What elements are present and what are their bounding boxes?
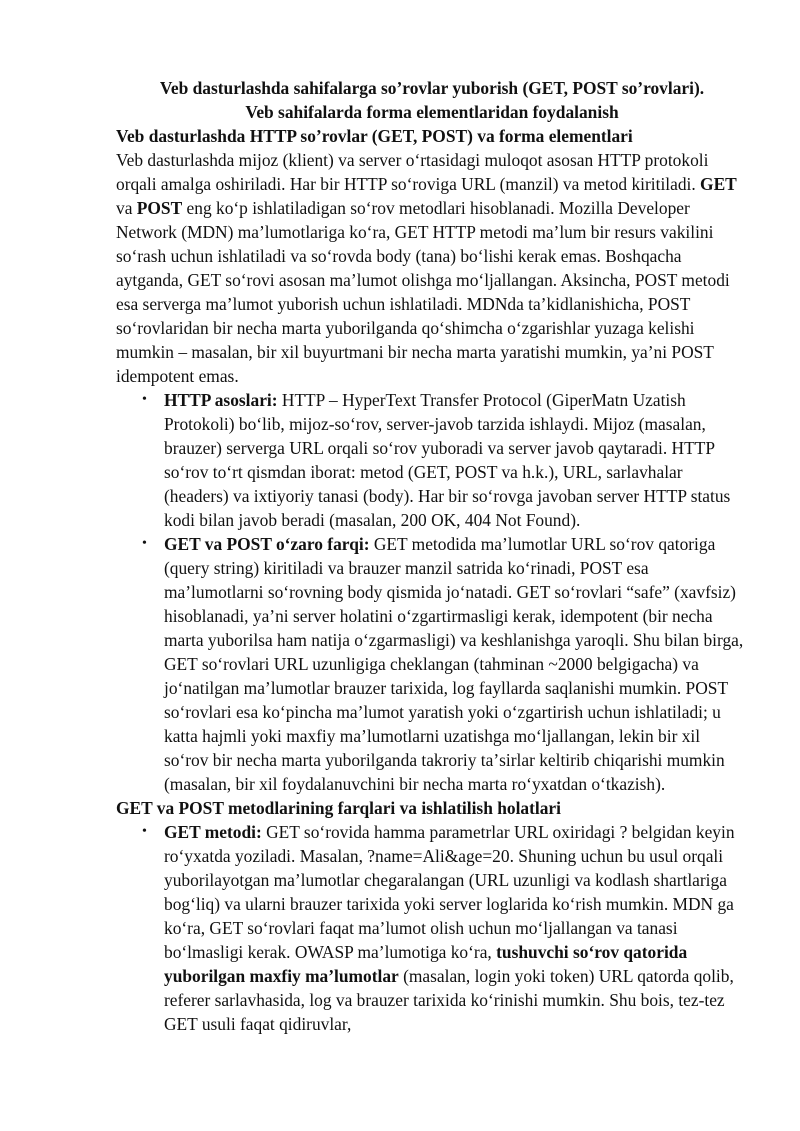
- list-item: [142, 532, 748, 796]
- bullet-marker: •: [142, 536, 147, 551]
- bullet-text: (masalan, login yoki token) URL qatorda qolib, referer sarlavhasida, log va brauzer tarixida koʻrinishi mumkin. Shu bois, tez-tez GET usuli faqat qidiruvlar,: [164, 966, 734, 1034]
- list-item: [142, 820, 748, 1036]
- intro-text-1: Veb dasturlashda mijoz (klient) va server oʻrtasidagi muloqot asosan HTTP protokoli orqali amalga oshiriladi. Har bir HTTP soʻroviga URL (manzil) va metod kiritiladi.: [116, 150, 709, 194]
- bullet-text: HTTP – HyperText Transfer Protocol (GiperMatn Uzatish Protokoli) boʻlib, mijoz-soʻrov, server-javob tarzida ishlaydi. Mijoz (masalan, brauzer) serverga URL orqali soʻrov yuboradi va server javob qaytaradi. HTTP soʻrov toʻrt qismdan iborat: metod (GET, POST va h.k.), URL, sarlavhalar (headers) va ixtiyoriy tanasi (body). Har bir soʻrovga javoban server HTTP status kodi bilan javob beradi (masalan, 200 OK, 404 Not Found).: [164, 390, 731, 530]
- document-page: [116, 76, 748, 1036]
- bullet-bold-phrase: tushuvchi soʻrov qatorida yuborilgan maxfiy maʼlumotlar: [164, 942, 688, 986]
- bullet-text: GET metodida maʼlumotlar URL soʻrov qatoriga (query string) kiritiladi va brauzer manzil satrida koʻrinadi, POST esa maʼlumotlarni soʻrovning body qismida joʻnatadi. GET soʻrovlari “safe” (xavfsiz) hisoblanadi, yaʼni server holatini oʻzgartirmasligi kerak, idempotent (bir necha marta yuborilsa ham natija oʻzgarmasligi) va keshlanishga yaroqli. Shu bilan birga, GET soʻrovlari URL uzunligiga cheklangan (tahminan ~2000 belgigacha) va joʻnatilgan maʼlumotlar brauzer tarixida, log fayllarda saqlanishi mumkin. POST soʻrovlari esa koʻpincha maʼlumot yaratish yoki oʻzgartirish uchun ishlatiladi; u katta hajmli yoki maxfiy maʼlumotlarni uzatishga moʻljallangan, lekin bir xil soʻrov bir necha marta yuborilganda takroriy taʼsirlar keltirib chiqarishi mumkin (masalan, bir xil foydalanuvchini bir necha marta roʻyxatdan oʻtkazish).: [164, 534, 744, 794]
- title-line-1: Veb dasturlashda sahifalarga so’rovlar yuborish (GET, POST so’rovlari).: [159, 78, 705, 98]
- section-heading-http: Veb dasturlashda HTTP so’rovlar (GET, POST) va forma elementlari: [116, 126, 633, 146]
- bullet-label: GET metodi:: [164, 822, 262, 842]
- bullet-list-http: [116, 388, 748, 796]
- bullet-label: GET va POST oʻzaro farqi:: [164, 534, 370, 554]
- bullet-label: HTTP asoslari:: [164, 390, 278, 410]
- intro-paragraph: [116, 148, 748, 388]
- document-title: [116, 76, 748, 124]
- bullet-list-get-post: [116, 820, 748, 1036]
- intro-text-3: eng koʻp ishlatiladigan soʻrov metodlari hisoblanadi. Mozilla Developer Network (MDN) maʼlumotlariga koʻra, GET HTTP metodi maʼlum bir resurs vakilini soʻrash uchun ishlatiladi va soʻrovda body (tana) boʻlishi kerak emas. Boshqacha aytganda, GET soʻrovi asosan maʼlumot olishga moʻljallangan. Aksincha, POST metodi esa serverga maʼlumot yuborish uchun ishlatiladi. MDNda taʼkidlanishicha, POST soʻrovlaridan bir necha marta yuborilganda qoʻshimcha oʻzgarishlar yuzaga kelishi mumkin – masalan, bir xil buyurtmani bir necha marta yaratishi mumkin, yaʼni POST idempotent emas.: [116, 198, 730, 386]
- bullet-marker: •: [142, 824, 147, 839]
- list-item: [142, 388, 748, 532]
- title-line-2: Veb sahifalarda forma elementlaridan foydalanish: [245, 102, 619, 122]
- section-heading-get-post: GET va POST metodlarining farqlari va ishlatilish holatlari: [116, 798, 561, 818]
- bullet-text: GET soʻrovida hamma parametrlar URL oxiridagi ? belgidan keyin roʻyxatda yoziladi. Masalan, ?name=Ali&age=20. Shuning uchun bu usul orqali yuborilayotgan maʼlumotlar chegaralangan (URL uzunligi va kodlash shartlariga bogʻliq) va ularni brauzer tarixida yoki server loglarida koʻrish mumkin. MDN ga koʻra, GET soʻrovlari faqat maʼlumot olish uchun moʻljallangan va tanasi boʻlmasligi kerak. OWASP maʼlumotiga koʻra,: [164, 822, 735, 962]
- bullet-marker: •: [142, 392, 147, 407]
- intro-post-bold: POST: [136, 198, 183, 218]
- intro-text-2: va: [116, 198, 137, 218]
- intro-get-bold: GET: [700, 174, 737, 194]
